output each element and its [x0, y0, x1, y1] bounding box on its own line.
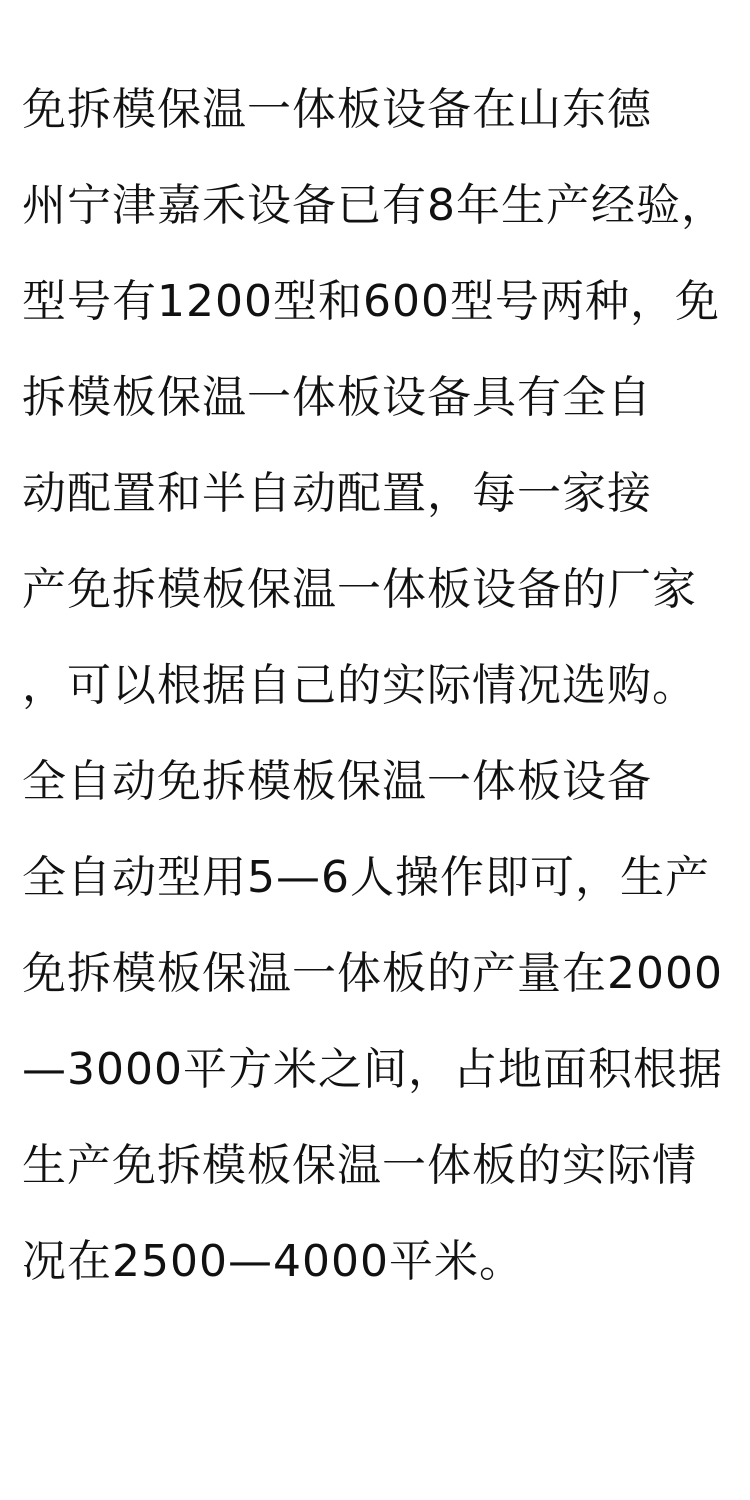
text-line: 全自动免拆模板保温一体板设备 [22, 756, 652, 807]
text-line: 免拆模保温一体板设备在山东德 [22, 84, 652, 135]
text-line: —3000平方米之间，占地面积根据 [22, 1044, 723, 1095]
text-line: 产免拆模板保温一体板设备的厂家 [22, 564, 697, 615]
text-line: 生产免拆模板保温一体板的实际情 [22, 1140, 697, 1191]
text-line: 况在2500—4000平米。 [22, 1236, 524, 1287]
text-line: ，可以根据自己的实际情况选购。 [22, 660, 697, 711]
text-line: 型号有1200型和600型号两种，免 [22, 276, 720, 327]
text-line: 动配置和半自动配置，每一家接 [22, 468, 652, 519]
text-line: 免拆模板保温一体板的产量在2000 [22, 948, 723, 999]
text-line: 州宁津嘉禾设备已有8年生产经验， [22, 180, 726, 231]
article-text [22, 62, 742, 1310]
text-line: 全自动型用5—6人操作即可，生产 [22, 852, 710, 903]
text-line: 拆模板保温一体板设备具有全自 [22, 372, 652, 423]
